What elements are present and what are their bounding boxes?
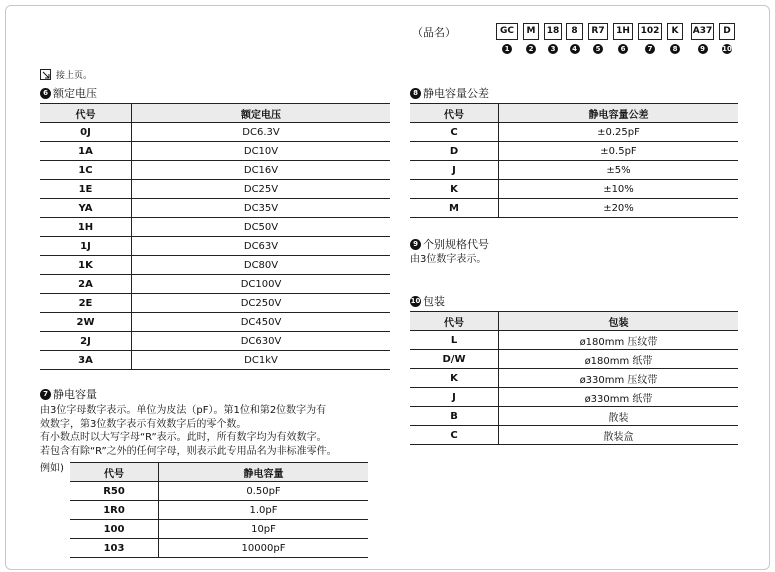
capacitance-line: 若包含有除“R”之外的任何字母，则表示此专用品名为非标准零件。 xyxy=(40,445,337,457)
row-code: K xyxy=(410,369,499,388)
row-value: DC80V xyxy=(132,256,391,275)
row-code: 1H xyxy=(40,218,132,237)
packaging-title: 包装 xyxy=(423,295,445,308)
section-number-9: 9 xyxy=(410,239,421,250)
table-row xyxy=(410,407,738,426)
individual-section-title xyxy=(410,236,489,252)
row-value: 10000pF xyxy=(159,539,369,558)
row-value: DC50V xyxy=(132,218,391,237)
row-value: DC35V xyxy=(132,199,391,218)
row-code: J xyxy=(410,388,499,407)
row-value: DC450V xyxy=(132,313,391,332)
row-code: R50 xyxy=(70,482,159,501)
row-code: K xyxy=(410,180,499,199)
voltage-title: 额定电压 xyxy=(53,87,97,100)
part-number-index: 3 xyxy=(548,44,558,54)
part-number-box: D xyxy=(719,23,735,40)
row-value: ø180mm 纸带 xyxy=(499,350,739,369)
row-code: 1K xyxy=(40,256,132,275)
part-number-index: 6 xyxy=(618,44,628,54)
row-code: YA xyxy=(40,199,132,218)
row-code: 103 xyxy=(70,539,159,558)
table-row xyxy=(410,388,738,407)
row-value: DC250V xyxy=(132,294,391,313)
table-row xyxy=(410,331,738,350)
part-number-box: GC xyxy=(496,23,518,40)
row-code: 2W xyxy=(40,313,132,332)
packaging-header-value: 包装 xyxy=(499,312,739,331)
tolerance-section-title xyxy=(410,85,489,101)
table-row xyxy=(40,123,390,142)
row-code: 100 xyxy=(70,520,159,539)
row-code: 1E xyxy=(40,180,132,199)
part-number-index: 7 xyxy=(645,44,655,54)
section-number-10: 10 xyxy=(410,296,421,305)
table-row xyxy=(70,520,368,539)
row-code: M xyxy=(410,199,499,218)
example-label: 例如) xyxy=(40,463,64,474)
row-value: DC1kV xyxy=(132,351,391,370)
capacitance-line: 有小数点时以大写字母“R”表示。此时，所有数字均为有效数字。 xyxy=(40,432,327,443)
tolerance-table xyxy=(410,103,738,218)
voltage-header-code: 代号 xyxy=(40,104,132,123)
row-code: B xyxy=(410,407,499,426)
row-value: 散装盒 xyxy=(499,426,739,445)
voltage-header-value: 额定电压 xyxy=(132,104,391,123)
part-number-index: 9 xyxy=(698,44,708,54)
row-value: DC6.3V xyxy=(132,123,391,142)
row-code: L xyxy=(410,331,499,350)
capacitance-line: 效数字，第3位数字表示有效数字后的零个数。 xyxy=(40,418,247,430)
capacitance-section-title xyxy=(40,386,97,402)
packaging-section-title xyxy=(410,293,445,309)
row-code: 3A xyxy=(40,351,132,370)
row-code: D xyxy=(410,142,499,161)
tolerance-title: 静电容量公差 xyxy=(423,87,489,100)
individual-title: 个别规格代号 xyxy=(423,238,489,251)
table-row xyxy=(70,539,368,558)
part-number-box: K xyxy=(667,23,683,40)
row-value: 散装 xyxy=(499,407,739,426)
table-row xyxy=(410,142,738,161)
table-row xyxy=(410,161,738,180)
row-value: DC10V xyxy=(132,142,391,161)
part-number-box: 102 xyxy=(638,23,662,40)
part-number-index: 10 xyxy=(722,45,732,53)
table-row xyxy=(70,482,368,501)
tolerance-header-value: 静电容量公差 xyxy=(499,104,739,123)
part-number-index: 2 xyxy=(526,44,536,54)
part-number-box: 8 xyxy=(566,23,583,40)
packaging-header-code: 代号 xyxy=(410,312,499,331)
row-code: C xyxy=(410,426,499,445)
table-row xyxy=(410,350,738,369)
section-number-8: 8 xyxy=(410,88,421,99)
table-row xyxy=(40,275,390,294)
table-row xyxy=(70,501,368,520)
row-value: DC25V xyxy=(132,180,391,199)
row-value: ø180mm 压纹带 xyxy=(499,331,739,350)
row-code: 1C xyxy=(40,161,132,180)
table-row xyxy=(410,426,738,445)
table-row xyxy=(410,369,738,388)
row-code: 1A xyxy=(40,142,132,161)
tolerance-header-code: 代号 xyxy=(410,104,499,123)
part-number-box: A37 xyxy=(691,23,714,40)
table-row xyxy=(410,123,738,142)
part-number-index: 1 xyxy=(502,44,512,54)
part-number-box: M xyxy=(523,23,539,40)
row-code: 2E xyxy=(40,294,132,313)
row-value: ±10% xyxy=(499,180,739,199)
capacitance-header-code: 代号 xyxy=(70,463,159,482)
row-value: ±0.5pF xyxy=(499,142,739,161)
part-number-box: R7 xyxy=(588,23,608,40)
packaging-table xyxy=(410,311,738,445)
voltage-table xyxy=(40,103,390,370)
part-number-index: 5 xyxy=(593,44,603,54)
table-row xyxy=(40,237,390,256)
part-number-index: 4 xyxy=(570,44,580,54)
row-value: ø330mm 压纹带 xyxy=(499,369,739,388)
row-value: 1.0pF xyxy=(159,501,369,520)
capacitance-line: 由3位字母数字表示。单位为皮法（pF）。第1位和第2位数字为有 xyxy=(40,405,327,416)
row-code: 1J xyxy=(40,237,132,256)
part-number-box: 1H xyxy=(613,23,633,40)
capacitance-header-value: 静电容量 xyxy=(159,463,369,482)
row-value: ±5% xyxy=(499,161,739,180)
section-number-6: 6 xyxy=(40,88,51,99)
row-code: D/W xyxy=(410,350,499,369)
row-value: DC63V xyxy=(132,237,391,256)
table-row xyxy=(40,218,390,237)
section-number-7: 7 xyxy=(40,389,51,400)
continued-text: 接上页。 xyxy=(56,71,93,81)
row-value: ±20% xyxy=(499,199,739,218)
table-row xyxy=(40,313,390,332)
table-row xyxy=(40,199,390,218)
row-value: ±0.25pF xyxy=(499,123,739,142)
voltage-section-title xyxy=(40,85,97,101)
table-row xyxy=(40,256,390,275)
row-code: 0J xyxy=(40,123,132,142)
table-row xyxy=(40,161,390,180)
row-value: DC630V xyxy=(132,332,391,351)
row-value: 0.50pF xyxy=(159,482,369,501)
row-code: 2A xyxy=(40,275,132,294)
row-value: ø330mm 纸带 xyxy=(499,388,739,407)
table-row xyxy=(40,332,390,351)
row-code: 2J xyxy=(40,332,132,351)
table-row xyxy=(40,142,390,161)
part-number-label: （品名） xyxy=(412,26,456,39)
arrow-down-right-icon xyxy=(40,69,51,80)
capacitance-table xyxy=(70,462,368,558)
row-code: 1R0 xyxy=(70,501,159,520)
row-value: DC100V xyxy=(132,275,391,294)
individual-text: 由3位数字表示。 xyxy=(410,254,487,265)
table-row xyxy=(410,199,738,218)
table-row xyxy=(40,351,390,370)
table-row xyxy=(40,294,390,313)
table-row xyxy=(40,180,390,199)
continued-note xyxy=(40,68,92,81)
row-code: J xyxy=(410,161,499,180)
row-value: 10pF xyxy=(159,520,369,539)
capacitance-title: 静电容量 xyxy=(53,388,97,401)
table-row xyxy=(410,180,738,199)
row-value: DC16V xyxy=(132,161,391,180)
part-number-index: 8 xyxy=(670,44,680,54)
part-number-box: 18 xyxy=(544,23,562,40)
capacitance-description xyxy=(40,404,380,458)
row-code: C xyxy=(410,123,499,142)
